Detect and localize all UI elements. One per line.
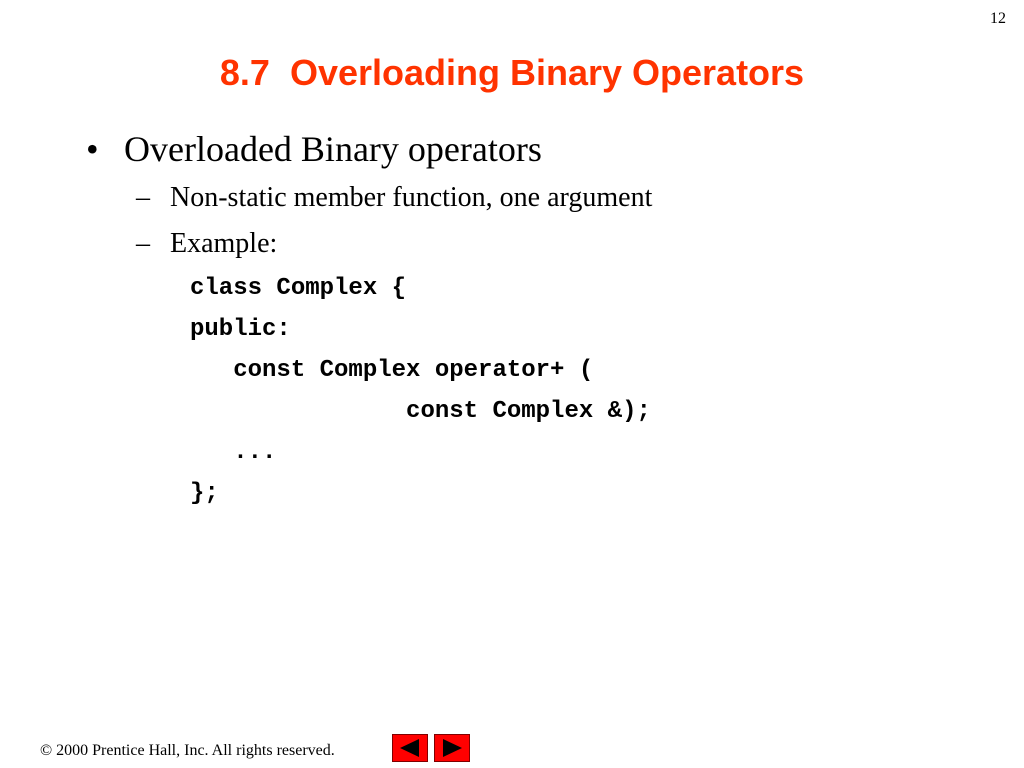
code-line: const Complex operator+ (	[190, 357, 594, 384]
code-line: const Complex &);	[190, 398, 651, 425]
right-arrow-icon	[435, 735, 469, 761]
page-number: 12	[990, 10, 1006, 27]
bullet-text: Overloaded Binary operators	[124, 129, 542, 169]
code-line: class Complex {	[190, 275, 407, 302]
code-line: ...	[190, 439, 277, 466]
next-slide-button[interactable]	[434, 734, 470, 762]
sub-bullet-marker: –	[136, 228, 150, 259]
left-arrow-icon	[393, 735, 427, 761]
sub-bullet-item	[136, 228, 277, 260]
sub-bullet-text: Non-static member function, one argument	[170, 182, 653, 213]
sub-bullet-item	[136, 182, 652, 214]
previous-slide-button[interactable]	[392, 734, 428, 762]
code-block	[190, 268, 651, 514]
bullet-marker: •	[86, 129, 99, 169]
sub-bullet-text: Example:	[170, 228, 278, 259]
slide-title: 8.7 Overloading Binary Operators	[219, 52, 805, 93]
footer-copyright: © 2000 Prentice Hall, Inc. All rights reserved.	[40, 742, 335, 759]
bullet-item	[86, 128, 542, 170]
sub-bullet-marker: –	[136, 182, 150, 213]
code-line: };	[190, 480, 219, 507]
code-line: public:	[190, 316, 291, 343]
